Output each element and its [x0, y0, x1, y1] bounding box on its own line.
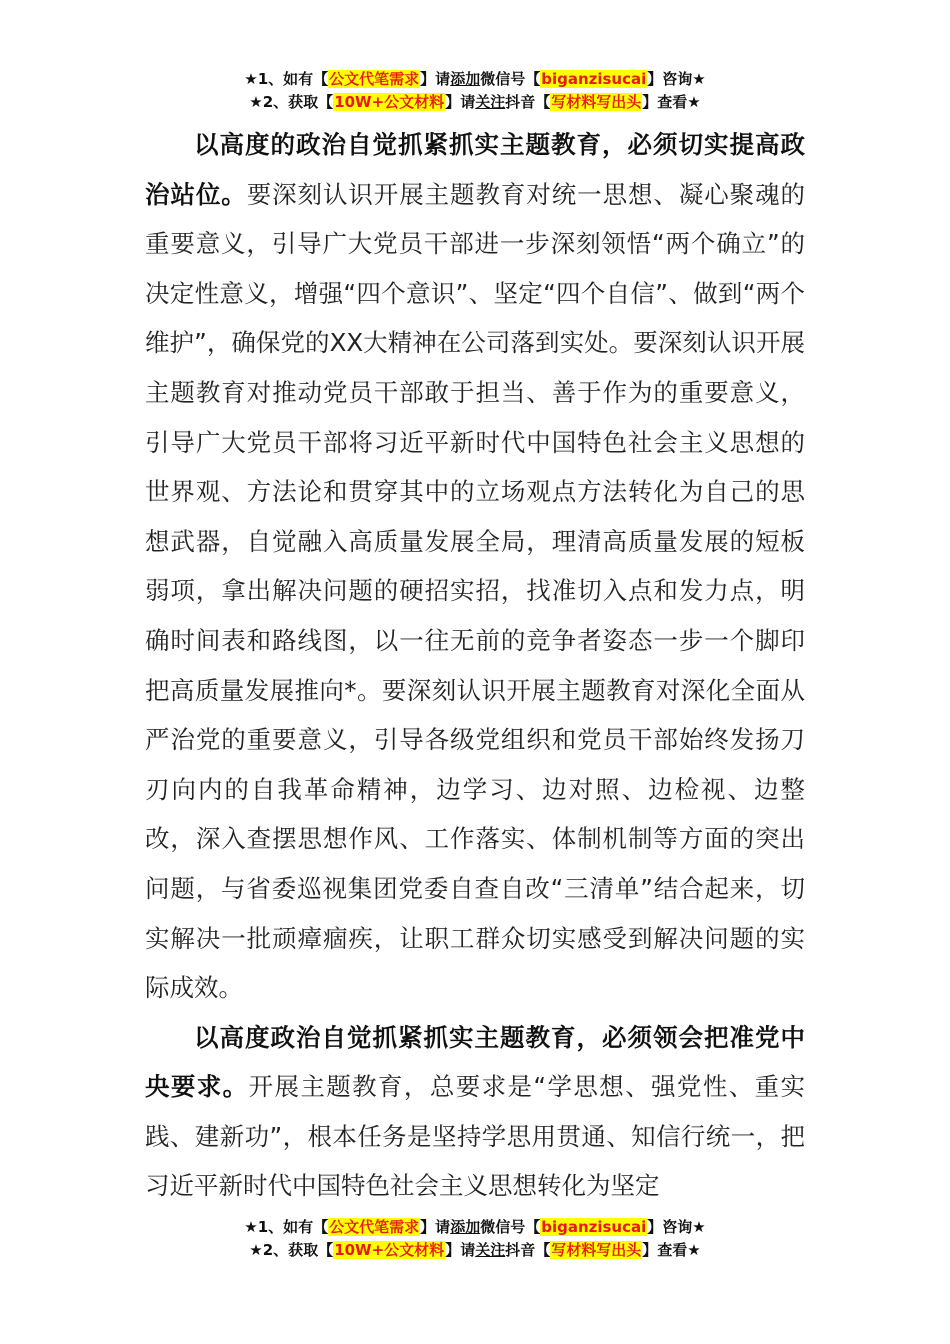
highlight-materials: 10W+公文材料	[334, 1241, 445, 1259]
footer-banner	[0, 1216, 950, 1262]
header-banner	[0, 68, 950, 114]
banner-line-2	[0, 1239, 950, 1262]
highlight-douyin-id: 写材料写出头	[551, 93, 642, 111]
banner-text: 】查看★	[642, 93, 701, 111]
banner-line-1	[0, 68, 950, 91]
banner-text: ★2、获取【	[249, 93, 334, 111]
paragraph-text: 要深刻认识开展主题教育对统一思想、凝心聚魂的重要意义，引导广大党员干部进一步深刻领悟“两个确立”的决定性意义，增强“四个意识”、坚定“四个自信”、做到“两个维护”，确保党的XX大精神在公司落到实处。要深刻认识开展主题教育对推动党员干部敢于担当、善于作为的重要意义，引导广大党员干部将习近平新时代中国特色社会主义思想的世界观、方法论和贯穿其中的立场观点方法转化为自己的思想武器，自觉融入高质量发展全局，理清高质量发展的短板弱项，拿出解决问题的硬招实招，找准切入点和发力点，明确时间表和路线图，以一往无前的竞争者姿态一步一个脚印把高质量发展推向*。要深刻认识开展主题教育对深化全面从严治党的重要意义，引导各级党组织和党员干部始终发扬刀刃向内的自我革命精神，边学习、边对照、边检视、边整改，深入查摆思想作风、工作落实、体制机制等方面的突出问题，与省委巡视集团党委自查自改“三清单”结合起来，切实解决一批顽瘴痼疾，让职工群众切实感受到解决问题的实际成效。	[145, 179, 806, 1003]
banner-text: ★1、如有【	[244, 70, 329, 88]
paragraph-lead: 以高度政治自觉抓紧抓实主题教育，必须领会把准党中央要求。	[145, 1022, 805, 1102]
banner-text: 抖音【	[505, 93, 551, 111]
underlined-text: 添加	[450, 1218, 481, 1236]
banner-text: 】请	[420, 70, 451, 88]
banner-text: ★2、获取【	[249, 1241, 334, 1259]
paragraph-text: 开展主题教育，总要求是“学思想、强党性、重实践、建新功”，根本任务是坚持学思用贯通、知信行统一，把习近平新时代中国特色社会主义思想转化为坚定	[145, 1072, 805, 1201]
banner-text: 】咨询★	[647, 70, 706, 88]
banner-text: 】查看★	[642, 1241, 701, 1259]
paragraph-lead: 以高度的政治自觉抓紧抓实主题教育，必须切实提高政治站位。	[145, 130, 805, 209]
banner-text: 】咨询★	[647, 1218, 706, 1236]
banner-text: 微信号【	[480, 70, 541, 88]
banner-text: 】请	[420, 1218, 451, 1236]
highlight-service: 公文代笔需求	[329, 1218, 420, 1236]
banner-line-1	[0, 1216, 950, 1239]
banner-text: 抖音【	[505, 1241, 551, 1259]
underlined-text: 关注	[475, 93, 506, 111]
banner-line-2	[0, 91, 950, 114]
banner-text: 】请	[445, 93, 476, 111]
banner-text: 微信号【	[480, 1218, 541, 1236]
paragraph	[145, 120, 805, 1013]
banner-text: ★1、如有【	[244, 1218, 329, 1236]
highlight-wechat-id: biganzisucai	[541, 1218, 647, 1236]
paragraph	[145, 1013, 805, 1211]
highlight-wechat-id: biganzisucai	[541, 70, 647, 88]
document-body	[145, 120, 805, 1211]
highlight-service: 公文代笔需求	[329, 70, 420, 88]
highlight-douyin-id: 写材料写出头	[551, 1241, 642, 1259]
banner-text: 】请	[445, 1241, 476, 1259]
highlight-materials: 10W+公文材料	[334, 93, 445, 111]
underlined-text: 关注	[475, 1241, 506, 1259]
underlined-text: 添加	[450, 70, 481, 88]
